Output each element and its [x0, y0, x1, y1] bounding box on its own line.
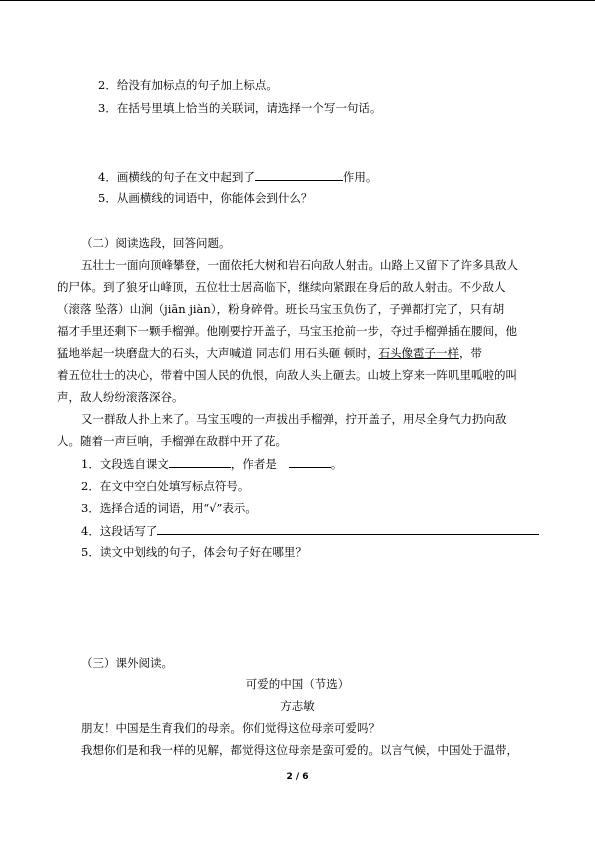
q4-summary-question [81, 523, 539, 538]
q5-word-question: 5．从画横线的词语中，你能体会到什么？ [98, 191, 313, 205]
article-line: 我想你们是和我一样的见解，都觉得这位母亲是蛮可爱的。以言气候，中国处于温带， [81, 743, 518, 757]
passage-line: 的尸体。到了狼牙山峰顶，五位壮士居高临下，继续向紧跟在身后的敌人射击。不少敌人 [57, 280, 506, 294]
page-number: 2 / 6 [286, 772, 309, 782]
q4-text-before: 4．画横线的句子在文中起到了 [98, 170, 255, 184]
q1-text: ，作者是 [230, 457, 277, 471]
q3-choose-word-question: 3．选择合适的词语，用“√”表示。 [81, 501, 257, 515]
passage-line: （滚落 坠落）山涧（jiān jiàn），粉身碎骨。班长马宝玉负伤了，子弹都打完了，只有胡 [57, 302, 505, 316]
q1-text: 。 [330, 457, 343, 471]
passage-line: 福才手里还剩下一颗手榴弹。他刚要拧开盖子，马宝玉抢前一步，夺过手榴弹插在腰间，他 [57, 324, 517, 338]
passage-line [57, 346, 482, 360]
passage-line: 声，敌人纷纷滚落深谷。 [57, 390, 184, 404]
underlined-sentence: 石头像雹子一样 [378, 346, 459, 360]
q2-punctuation-question: 2．在文中空白处填写标点符号。 [81, 479, 250, 493]
author-blank[interactable] [289, 456, 331, 468]
q2-add-punctuation: 2．给没有加标点的句子加上标点。 [98, 78, 278, 92]
passage-text: ，带 [458, 346, 482, 360]
q4-text: 4．这段话写了 [81, 524, 158, 538]
article-title: 可爱的中国（节选） [245, 677, 350, 691]
article-line: 朋友！中国是生育我们的母亲。你们觉得这位母亲可爱吗？ [81, 721, 380, 735]
q1-source-question [81, 456, 342, 471]
passage-text: 猛地举起一块磨盘大的石头，大声喊道 同志们 用石头砸 顿时， [57, 346, 379, 360]
lesson-blank[interactable] [169, 456, 231, 468]
passage-line: 又一群敌人扑上来了。马宝玉嗖的一声拔出手榴弹，拧开盖子，用尽全身气力扔向敌 [81, 412, 507, 426]
q5-underlined-question: 5．读文中划线的句子，体会句子好在哪里？ [81, 545, 307, 559]
passage-line: 着五位壮士的决心，带着中国人民的仇恨，向敌人头上砸去。山坡上穿来一阵叽里呱啦的叫 [57, 368, 517, 382]
section-2-heading: （二）阅读选段，回答问题。 [81, 236, 231, 250]
q4-function-question [98, 169, 377, 184]
passage-line: 五壮士一面向顶峰攀登，一面依托大树和岩石向敌人射击。山路上又留下了许多具敌人 [81, 258, 518, 272]
q3-conjunction-sentence: 3．在括号里填上恰当的关联词，请选择一个写一句话。 [98, 101, 382, 115]
top-rule [0, 0, 595, 1]
summary-blank[interactable] [157, 523, 539, 535]
q1-text: 1．文段选自课文 [81, 457, 169, 471]
passage-line: 人。随着一声巨响，手榴弹在敌群中开了花。 [57, 434, 287, 448]
section-3-heading: （三）课外阅读。 [81, 656, 173, 670]
article-author: 方志敏 [280, 699, 315, 713]
answer-blank[interactable] [255, 169, 343, 181]
q4-text-after: 作用。 [342, 170, 378, 184]
